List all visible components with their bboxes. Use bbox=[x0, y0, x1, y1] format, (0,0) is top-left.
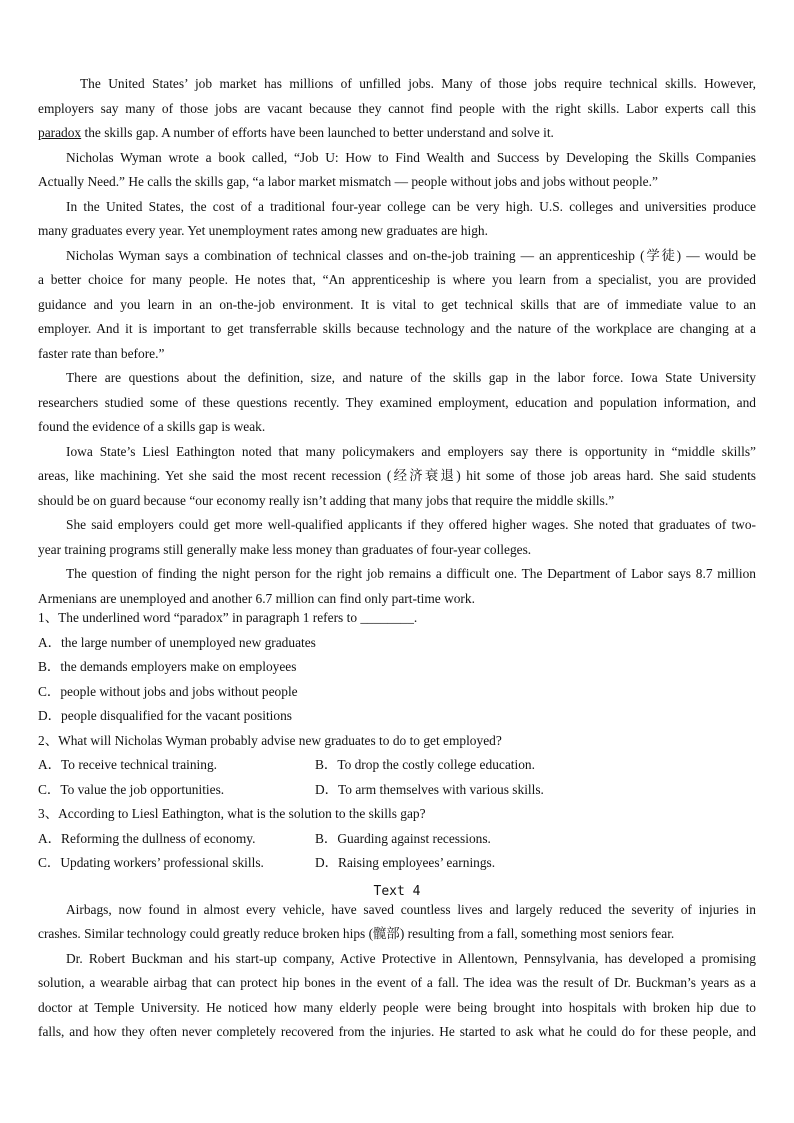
text-segment: researchers studied some of these questions recently. They examined employment, education and population information, and bbox=[38, 394, 756, 410]
text-segment: falls, and how they often never completely recovered from the injuries. He started to ask what he could do for these people, and bbox=[38, 1024, 756, 1039]
paragraph-line bbox=[66, 517, 756, 533]
option-row bbox=[38, 831, 756, 847]
answer-option[interactable]: D．people disqualified for the vacant positions bbox=[38, 708, 292, 723]
text-segment: many graduates every year. Yet unemployment rates among new graduates are high. bbox=[38, 223, 488, 238]
answer-option[interactable]: B．Guarding against recessions. bbox=[315, 830, 491, 846]
paragraph-line bbox=[38, 591, 756, 607]
text-segment: crashes. Similar technology could greatly reduce broken hips (髋部) resulting from a fall, something most seniors fear. bbox=[38, 926, 675, 941]
paragraph-line bbox=[66, 566, 756, 582]
paragraph-line bbox=[66, 951, 756, 967]
paragraph-line bbox=[38, 101, 756, 117]
paragraph-line bbox=[38, 419, 756, 435]
text-segment: She said employers could get more well-qualified applicants if they offered higher wages. She noted that graduates of two- bbox=[66, 517, 756, 532]
paragraph-line bbox=[80, 76, 756, 92]
text-segment: The question of finding the night person for the right job remains a difficult one. The Department of Labor says 8.7 million bbox=[66, 566, 756, 581]
text-segment: Dr. Robert Buckman and his start-up company, Active Protective in Allentown, Pennsylvania, has developed a promising bbox=[66, 950, 756, 966]
answer-option[interactable]: B．the demands employers make on employees bbox=[38, 659, 297, 674]
text-segment: the skills gap. A number of efforts have been launched to better understand and solve it. bbox=[81, 125, 554, 140]
text-segment: found the evidence of a skills gap is weak. bbox=[38, 419, 266, 434]
paragraph-line bbox=[38, 468, 756, 484]
text-segment: year training programs still generally make less money than graduates of four-year colleges. bbox=[38, 541, 532, 557]
text-segment: In the United States, the cost of a traditional four-year college can be very high. U.S. colleges and universities produce bbox=[66, 198, 756, 214]
paragraph-line bbox=[38, 493, 756, 509]
paragraph-line bbox=[38, 272, 756, 288]
question-stem: 1、The underlined word “paradox” in paragraph 1 refers to ________. bbox=[38, 610, 418, 625]
text-segment: guidance and you learn in an on-the-job environment. It is vital to get technical skills that are of immediate value to an bbox=[38, 296, 756, 312]
text-segment: should be on guard because “our economy really isn’t adding that many jobs that require the middle skills.” bbox=[38, 492, 615, 508]
answer-option[interactable]: A．To receive technical training. bbox=[38, 757, 218, 772]
paragraph-line bbox=[38, 926, 756, 942]
paragraph-line bbox=[66, 370, 756, 386]
text-segment: Nicholas Wyman says a combination of technical classes and on-the-job training — an apprenticeship (学徒) — would be bbox=[66, 247, 756, 263]
paragraph-line bbox=[38, 125, 756, 141]
paragraph-line bbox=[38, 1000, 756, 1016]
paragraph-line bbox=[38, 975, 756, 991]
text-segment: Armenians are unemployed and another 6.7 million can find only part-time work. bbox=[38, 590, 475, 606]
paragraph-line bbox=[38, 321, 756, 337]
answer-option[interactable]: C．To value the job opportunities. bbox=[38, 781, 225, 797]
text-segment: Airbags, now found in almost every vehicle, have saved countless lives and largely reduced the severity of injuries in bbox=[66, 901, 756, 917]
option-row bbox=[38, 782, 756, 798]
text-segment: Actually Need.” He calls the skills gap, “a labor market mismatch — people without jobs and jobs without people.” bbox=[38, 174, 658, 189]
question-stem: 3、According to Liesl Eathington, what is the solution to the skills gap? bbox=[38, 806, 426, 821]
answer-option[interactable]: B．To drop the costly college education. bbox=[315, 757, 535, 772]
answer-option[interactable]: C．people without jobs and jobs without people bbox=[38, 683, 298, 699]
paragraph-line bbox=[38, 395, 756, 411]
answer-option[interactable]: D．Raising employees’ earnings. bbox=[315, 855, 496, 870]
paragraph-line bbox=[66, 444, 756, 460]
text-segment: The United States’ job market has millions of unfilled jobs. Many of those jobs require technical skills. However, bbox=[80, 76, 756, 91]
answer-option[interactable]: C．Updating workers’ professional skills. bbox=[38, 855, 264, 870]
paragraph-line bbox=[66, 150, 756, 166]
paragraph-line bbox=[38, 297, 756, 313]
option-row bbox=[38, 855, 756, 871]
text-segment: faster rate than before.” bbox=[38, 345, 165, 361]
text-segment: employer. And it is important to get transferrable skills because technology and the nature of the workplace are changing at a bbox=[38, 321, 756, 336]
paragraph-line bbox=[38, 223, 756, 239]
text-segment: doctor at Temple University. He noticed how many elderly people were being brought into hospitals with broken hip due to bbox=[38, 999, 756, 1015]
text-segment: areas, like machining. Yet she said the most recent recession (经济衰退) hit some of those job areas hard. She said students bbox=[38, 468, 756, 483]
paragraph-line bbox=[66, 902, 756, 918]
text-segment: Iowa State’s Liesl Eathington noted that many policymakers and employers say there is opportunity in “middle skills” bbox=[66, 443, 756, 459]
text-segment: Nicholas Wyman wrote a book called, “Job U: How to Find Wealth and Success by Developing the Skills Companies bbox=[66, 149, 756, 165]
text-segment: There are questions about the definition, size, and nature of the skills gap in the labor force. Iowa State University bbox=[66, 370, 756, 385]
answer-option[interactable]: D．To arm themselves with various skills. bbox=[315, 781, 544, 797]
paragraph-line bbox=[66, 199, 756, 215]
paragraph-line bbox=[38, 542, 756, 558]
answer-option[interactable]: A．the large number of unemployed new graduates bbox=[38, 634, 316, 650]
question-stem: 2、What will Nicholas Wyman probably advise new graduates to do to get employed? bbox=[38, 732, 502, 748]
text-segment: a better choice for many people. He notes that, “An apprenticeship is where you learn from a specialist, you are provided bbox=[38, 272, 756, 287]
text-segment: employers say many of those jobs are vacant because they cannot find people with the right skills. Labor experts call this bbox=[38, 100, 756, 116]
paragraph-line bbox=[38, 174, 756, 190]
paragraph-line bbox=[38, 346, 756, 362]
paragraph-line bbox=[38, 1024, 756, 1040]
option-row bbox=[38, 757, 756, 773]
section-heading: Text 4 bbox=[373, 884, 421, 899]
text-segment: solution, a wearable airbag that can protect hip bones in the event of a fall. The idea was the result of Dr. Buckman’s years as a bbox=[38, 975, 756, 990]
underlined-word: paradox bbox=[38, 125, 82, 140]
paragraph-line bbox=[66, 248, 756, 264]
answer-option[interactable]: A．Reforming the dullness of economy. bbox=[38, 830, 256, 846]
